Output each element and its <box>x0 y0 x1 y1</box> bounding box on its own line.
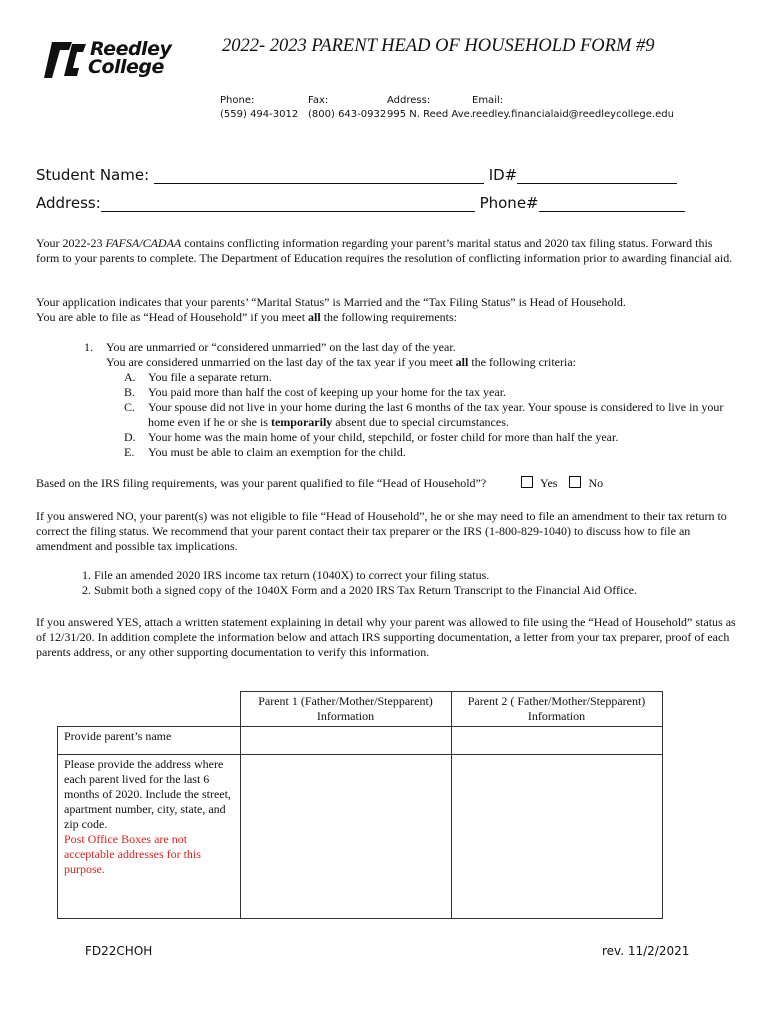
if-yes-text: If you answered YES, attach a written statement explaining in detail why your parent was allowed to file using the “Head of Household” status as of 12/31/20. In addition complete the information below and attach IRS supporting documentation, a letter from your tax preparer, proof of each parents address, or any other supporting documentation to verify this information. <box>36 615 736 659</box>
yes-label: Yes <box>540 476 558 490</box>
intro-text: Your 2022-23 <box>36 236 106 250</box>
parent2-name-cell[interactable] <box>451 727 662 755</box>
step-item: 1. File an amended 2020 IRS income tax return (1040X) to correct your filing status. <box>82 568 490 582</box>
contact-label: Phone: <box>220 95 255 106</box>
criterion-item <box>124 400 724 430</box>
requirement-text: You are unmarried or “considered unmarried” on the last day of the year. <box>106 340 456 354</box>
sub-text: the following criteria: <box>468 355 576 369</box>
hoh-question: Based on the IRS filing requirements, was your parent qualified to file “Head of Household”? <box>36 476 487 490</box>
step-item: 2. Submit both a signed copy of the 1040X Form and a 2020 IRS Tax Return Transcript to the Financial Aid Office. <box>82 583 637 597</box>
student-name-field[interactable] <box>154 167 484 184</box>
criterion-text: You paid more than half the cost of keeping up your home for the tax year. <box>148 385 507 399</box>
contact-label: Fax: <box>308 95 329 106</box>
contact-phone <box>220 94 298 122</box>
table-header-row <box>58 692 663 727</box>
no-label: No <box>588 476 604 490</box>
id-label: ID# <box>488 166 518 184</box>
contact-value: reedley.financialaid@reedleycollege.edu <box>472 109 674 120</box>
criterion-key: A. <box>124 370 136 384</box>
logo-text-line2: College <box>88 56 164 78</box>
requirements-list <box>84 340 724 460</box>
address-field[interactable] <box>101 195 475 212</box>
revision-date: rev. 11/2/2021 <box>602 944 690 958</box>
sub-bold: all <box>455 355 469 369</box>
requirement-subtext <box>106 355 724 370</box>
student-name-row <box>36 166 677 184</box>
intro-text: You are able to file as “Head of Household” if you meet <box>36 310 309 324</box>
criterion-key: D. <box>124 430 136 444</box>
criterion-item <box>124 445 724 460</box>
phone-label: Phone# <box>479 194 539 212</box>
contact-value: 995 N. Reed Ave. <box>387 109 473 120</box>
criterion-key: E. <box>124 445 135 459</box>
criterion-bold: temporarily <box>270 415 333 429</box>
criterion-item <box>124 385 724 400</box>
form-title: 2022- 2023 PARENT HEAD OF HOUSEHOLD FORM #9 <box>222 36 655 56</box>
contact-value: (559) 494-3012 <box>220 109 299 120</box>
id-field[interactable] <box>517 167 677 184</box>
criterion-item <box>124 430 724 445</box>
intro-bold: all <box>308 310 321 324</box>
requirement-number: 1. <box>84 340 93 354</box>
po-box-warning: Post Office Boxes are not acceptable addresses for this purpose. <box>64 832 201 876</box>
no-checkbox[interactable] <box>569 476 581 488</box>
phone-field[interactable] <box>539 195 685 212</box>
requirement-item <box>84 340 724 355</box>
reedley-college-logo <box>42 38 202 82</box>
address-label: Address: <box>36 194 101 212</box>
intro-text: contains conflicting information regarding your parent’s marital status and 2020 tax filing status. Forward this form to your parents to complete. The Department of Education requires the resolution of conflicting information prior to awarding financial aid. <box>36 236 733 265</box>
form-code: FD22CHOH <box>85 944 153 958</box>
criterion-key: C. <box>124 400 136 414</box>
criterion-text-part: absent due to special circumstances. <box>332 415 509 429</box>
if-no-text: If you answered NO, your parent(s) was not eligible to file “Head of Household”, he or she may need to file an amendment to their tax return to correct the filing status. We recommend that your parent contact their tax preparer or the IRS (1-800-829-1040) to discuss how to file an amendment and possible tax implications. <box>36 509 727 553</box>
sub-text: You are considered unmarried on the last day of the tax year if you meet <box>106 355 456 369</box>
address-row <box>36 194 685 212</box>
parent-address-label <box>58 755 241 919</box>
yes-checkbox[interactable] <box>521 476 533 488</box>
address-instructions: Please provide the address where each parent lived for the last 6 months of 2020. Include the street, apartment number, city, state, and zip code. <box>64 757 231 831</box>
table-corner-cell <box>58 692 241 727</box>
if-no-paragraph <box>36 509 736 554</box>
criterion-text: You must be able to claim an exemption for the child. <box>148 445 406 459</box>
parent1-header: Parent 1 (Father/Mother/Stepparent) Information <box>240 692 451 727</box>
parent1-name-cell[interactable] <box>240 727 451 755</box>
criterion-key: B. <box>124 385 136 399</box>
criterion-text: You file a separate return. <box>148 370 272 384</box>
contact-email <box>472 94 674 122</box>
table-row <box>58 755 663 919</box>
contact-label: Address: <box>387 95 431 106</box>
logo-text-line1: Reedley <box>90 38 172 60</box>
hoh-answer-options <box>521 476 603 491</box>
intro-text: the following requirements: <box>320 310 458 324</box>
criterion-text: Your home was the main home of your child, stepchild, or foster child for more than half the year. <box>148 430 619 444</box>
if-no-steps <box>82 568 732 598</box>
intro-line: Your application indicates that your parents’ “Marital Status” is Married and the “Tax Filing Status” is Head of Household. <box>36 295 626 309</box>
parent1-address-cell[interactable] <box>240 755 451 919</box>
intro-fafsa-emphasis: FAFSA/CADAA <box>105 236 182 250</box>
intro-paragraph-2 <box>36 295 736 325</box>
if-yes-paragraph <box>36 615 736 660</box>
parent2-address-cell[interactable] <box>451 755 662 919</box>
parent2-header: Parent 2 ( Father/Mother/Stepparent) Information <box>451 692 662 727</box>
contact-fax <box>308 94 386 122</box>
criterion-text <box>148 400 724 430</box>
criterion-item <box>124 370 724 385</box>
contact-address <box>387 94 473 122</box>
contact-value: (800) 643-0932 <box>308 109 387 120</box>
table-row <box>58 727 663 755</box>
parent-info-table <box>57 691 663 919</box>
student-name-label: Student Name: <box>36 166 150 184</box>
contact-label: Email: <box>472 95 504 106</box>
intro-paragraph-1 <box>36 236 736 266</box>
parent-name-label: Provide parent’s name <box>58 727 241 755</box>
criterion-text-part: Your spouse did not live in your home during the last 6 months of the tax year. Your spouse is considered to live in your home even if he or she is <box>148 400 724 429</box>
